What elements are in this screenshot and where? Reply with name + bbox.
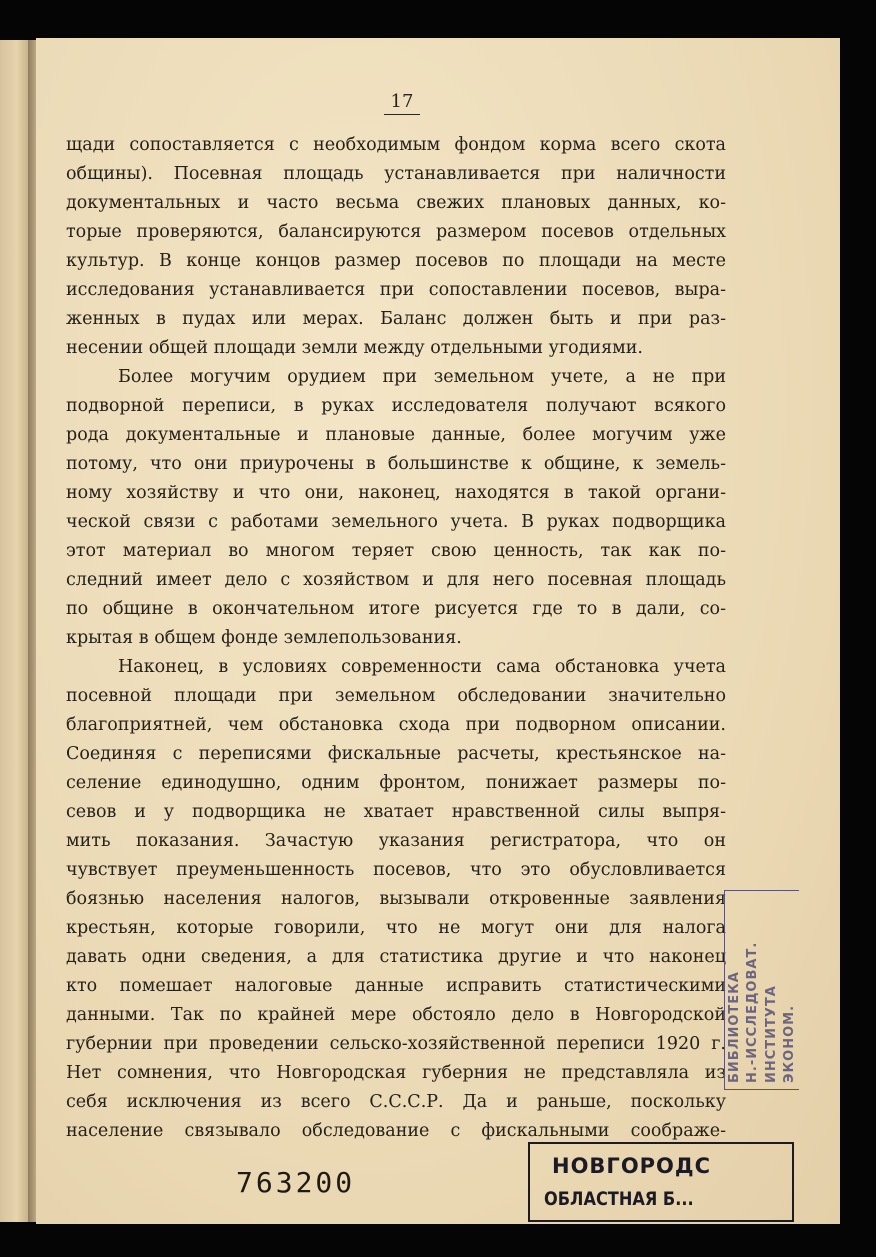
inventory-number: 763200 xyxy=(236,1166,356,1199)
city-stamp-line: НОВГОРОДС xyxy=(552,1154,712,1178)
text-line: боязнью населения налогов, вызывали откровенные заявления xyxy=(66,889,726,909)
library-city-stamp xyxy=(528,1142,794,1222)
text-line: Соединяя с переписями фискальные расчеты, крестьянское на- xyxy=(66,744,726,764)
text-line: Нет сомнения, что Новгородская губерния не представляла из xyxy=(66,1063,726,1083)
text-line: чувствует преуменьшенность посевов, что это обусловливается xyxy=(66,860,726,880)
page-number: 17 xyxy=(384,91,420,115)
text-line: культур. В конце концов размер посевов по площади на месте xyxy=(66,251,726,271)
text-line: кто помешает налоговые данные исправить статистическими xyxy=(66,976,726,996)
city-stamp-line: ОБЛАСТНАЯ Б... xyxy=(544,1188,694,1210)
text-line: ческой связи с работами земельного учета. В руках подворщика xyxy=(66,512,726,532)
text-line: по общине в окончательном итоге рисуется где то в дали, со- xyxy=(66,599,726,619)
library-stamp-line: ИНСТИТУТА xyxy=(763,985,779,1083)
library-stamp-line: ЭКОНОМ. xyxy=(782,1004,798,1083)
text-line: торые проверяются, балансируются размером посевов отдельных xyxy=(66,222,726,242)
text-line: себя исключения из всего С.С.С.Р. Да и раньше, поскольку xyxy=(66,1092,726,1112)
text-line: население связывало обследование с фискальными соображе- xyxy=(66,1121,726,1141)
text-line: крытая в общем фонде землепользования. xyxy=(66,628,462,648)
text-line: потому, что они приурочены в большинстве к общине, к земель- xyxy=(66,454,726,474)
text-line: Наконец, в условиях современности сама обстановка учета xyxy=(118,657,726,677)
text-line: рода документальные и плановые данные, более могучим уже xyxy=(66,425,726,445)
text-line: посевной площади при земельном обследовании значительно xyxy=(66,686,726,706)
text-line: этот материал во многом теряет свою ценность, так как по- xyxy=(66,541,726,561)
text-line: благоприятней, чем обстановка схода при подворном описании. xyxy=(66,715,726,735)
text-line: документальных и часто весьма свежих плановых данных, ко- xyxy=(66,193,726,213)
text-line: Более могучим орудием при земельном учете, а не при xyxy=(118,367,726,387)
text-line: давать одни сведения, а для статистика другие и что наконец xyxy=(66,947,726,967)
text-line: данными. Так по крайней мере обстояло дело в Новгородской xyxy=(66,1005,726,1025)
text-line: мить показания. Зачастую указания регистратора, что он xyxy=(66,831,726,851)
text-line: щади сопоставляется с необходимым фондом корма всего скота xyxy=(66,135,726,155)
text-line: исследования устанавливается при сопоставлении посевов, выра- xyxy=(66,280,726,300)
text-line: общины). Посевная площадь устанавливается при наличности xyxy=(66,164,726,184)
text-line: губернии при проведении сельско-хозяйственной переписи 1920 г. xyxy=(66,1034,726,1054)
text-line: крестьян, которые говорили, что не могут они для налога xyxy=(66,918,726,938)
library-stamp-line: Н.-ИССЛЕДОВАТ. xyxy=(745,941,761,1083)
text-line: ному хозяйству и что они, наконец, находятся в такой органи- xyxy=(66,483,726,503)
body-text xyxy=(66,131,726,1146)
library-stamp-line: БИБЛИОТЕКА xyxy=(726,971,742,1083)
text-line: селение единодушно, одним фронтом, понижает размеры по- xyxy=(66,773,726,793)
text-line: следний имеет дело с хозяйством и для него посевная площадь xyxy=(66,570,726,590)
text-line: подворной переписи, в руках исследователя получают всякого xyxy=(66,396,726,416)
left-page-edge xyxy=(0,40,28,1222)
text-line: женных в пудах или мерах. Баланс должен быть и при раз- xyxy=(66,309,726,329)
text-line: несении общей площади земли между отдельными угодиями. xyxy=(66,338,643,358)
library-stamp xyxy=(724,890,799,1090)
text-line: севов и у подворщика не хватает нравственной силы выпря- xyxy=(66,802,726,822)
